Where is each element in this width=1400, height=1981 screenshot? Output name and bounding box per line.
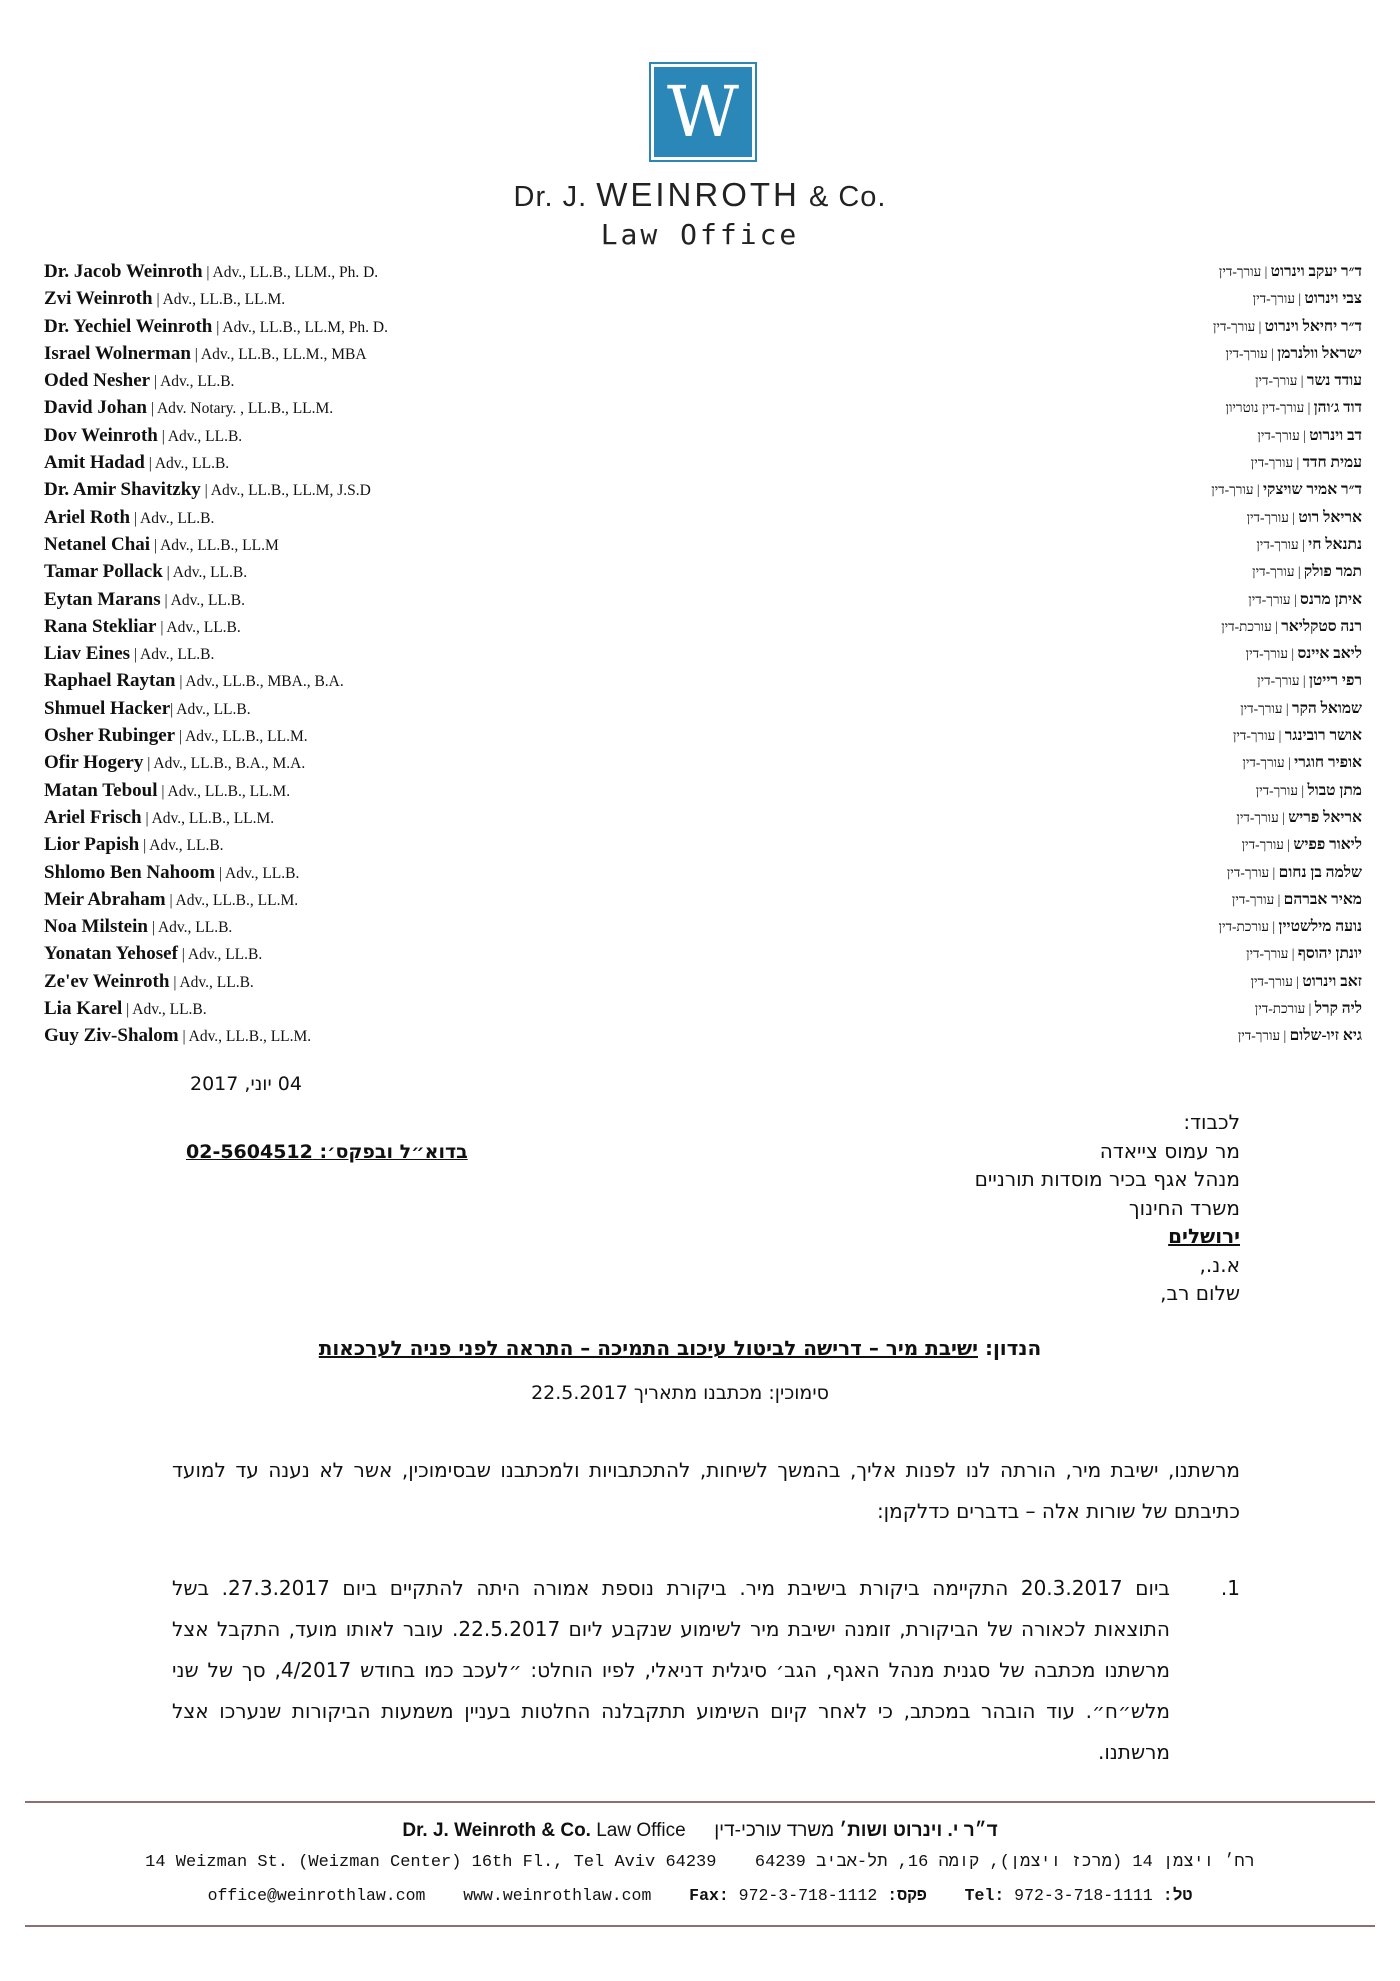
addressee-salutation: לכבוד:: [1183, 1110, 1240, 1134]
partner-he-row: [842, 558, 1362, 585]
partner-he-name: עמית חדד: [1302, 454, 1362, 472]
partner-en-name: Noa Milstein: [44, 916, 148, 938]
partner-he-title: | עורך-דין: [1241, 837, 1294, 853]
partner-en-name: Oded Nesher: [44, 370, 151, 392]
partner-he-name: רנה סטקליאר: [1281, 617, 1362, 635]
reference-line: סימוכין: מכתבנו מתאריך 22.5.2017: [531, 1382, 829, 1404]
partner-he-title: | עורכת-דין: [1221, 618, 1282, 634]
partner-he-name: מאיר אברהם: [1283, 890, 1362, 908]
partners-list-hebrew: [842, 258, 1362, 1050]
partner-en-name: Netanel Chai: [44, 533, 151, 555]
addressee-office: משרד החינוך: [1128, 1195, 1240, 1220]
partner-en-name: Raphael Raytan: [44, 670, 176, 692]
footer-tel-label-he: :טל: [1152, 1886, 1193, 1905]
partner-en-title: | Adv., LL.B.: [177, 946, 263, 964]
partner-he-title: | עורך-דין: [1237, 1028, 1290, 1044]
partner-en-row: [44, 586, 604, 613]
partner-he-title: | עורך-דין: [1218, 264, 1271, 279]
subject-label: הנדון:: [977, 1336, 1042, 1360]
footer-fax-label-he: :פקס: [877, 1886, 927, 1905]
partner-en-title: | Adv., LL.B.: [215, 864, 300, 882]
partner-he-name: ישראל וולנרמן: [1277, 344, 1362, 362]
partner-he-name: ליאב איינס: [1297, 645, 1362, 663]
partner-he-title: | עורך-דין נוטריון: [1225, 400, 1314, 416]
partner-he-name: ליאור פפיש: [1293, 836, 1362, 854]
footer-name-he: ד״ר י. וינרוט ושות׳: [839, 1820, 998, 1841]
partners-list-english: [44, 258, 604, 1050]
subject-line: [200, 1336, 1160, 1360]
addressee-name: מר עמוס צייאדה: [1099, 1138, 1240, 1163]
footer-email[interactable]: office@weinrothlaw.com: [207, 1886, 426, 1905]
partner-he-name: אריאל פריש: [1288, 808, 1362, 826]
partner-he-name: דוד ג׳והן: [1313, 399, 1362, 417]
partner-en-name: Guy Ziv-Shalom: [44, 1025, 179, 1047]
partner-he-title: | עורך-דין: [1252, 564, 1304, 580]
partner-he-row: [842, 913, 1362, 940]
partner-he-title: | עורך-דין: [1250, 455, 1303, 471]
partner-en-row: [44, 504, 604, 531]
partner-en-title: | Adv., LL.B., LL.M, J.S.D: [200, 482, 371, 500]
partner-en-name: Ze'ev Weinroth: [44, 970, 170, 992]
partner-en-row: [44, 258, 604, 285]
partner-en-name: Liav Eines: [44, 643, 131, 665]
footer-contact-line: [0, 1886, 1400, 1905]
partner-en-title: | Adv., LL.B., LL.M.: [152, 291, 286, 309]
partner-he-row: [842, 394, 1362, 421]
partner-he-row: [842, 886, 1362, 913]
partner-he-row: [842, 859, 1362, 886]
partner-en-name: Dr. Yechiel Weinroth: [44, 315, 213, 337]
partner-en-title: | Adv., LL.B.: [139, 837, 224, 855]
partner-he-row: [842, 258, 1362, 285]
greeting-line-1: א.נ.,: [1199, 1252, 1240, 1277]
partner-en-name: Ariel Roth: [44, 506, 131, 528]
partner-en-row: [44, 394, 604, 421]
partner-he-title: | עורך-דין: [1257, 427, 1310, 443]
partner-en-title: | Adv., LL.B., LLM., Ph. D.: [202, 264, 379, 281]
partner-he-row: [842, 995, 1362, 1022]
partner-he-name: ד״ר אמיר שויצקי: [1262, 481, 1362, 499]
footer-name-en-suffix: Law Office: [590, 1820, 686, 1841]
partner-en-title: | Adv., LL.B.: [156, 618, 241, 636]
partner-en-title: | Adv., LL.B., LL.M.: [165, 891, 299, 909]
partner-he-title: | עורך-דין: [1226, 864, 1279, 880]
partner-en-row: [44, 285, 604, 312]
partner-en-name: Rana Stekliar: [44, 615, 157, 637]
partner-he-name: שמואל הקר: [1291, 699, 1362, 717]
partner-he-title: | עורך-דין: [1256, 536, 1309, 552]
partner-en-row: [44, 859, 604, 886]
firm-subtitle: Law Office: [600, 218, 800, 251]
partner-en-title: | Adv., LL.B., LL.M.: [141, 809, 275, 827]
partner-en-row: [44, 476, 604, 503]
partner-he-row: [842, 367, 1362, 394]
partner-he-name: אופיר חוגרי: [1294, 754, 1362, 772]
partner-en-title: | Adv., LL.B.: [150, 373, 235, 391]
partner-he-row: [842, 422, 1362, 449]
addressee-role: מנהל אגף בכיר מוסדות תורניים: [974, 1167, 1240, 1191]
partner-en-title: | Adv., LL.B., LL.M.: [157, 782, 291, 800]
partner-he-row: [842, 313, 1362, 340]
partner-he-name: רפי רייטן: [1308, 672, 1362, 690]
partner-he-name: עודד נשר: [1306, 372, 1362, 390]
partner-he-name: אושר רובינגר: [1284, 727, 1362, 745]
partner-en-name: Amit Hadad: [44, 452, 145, 474]
footer-address-line: [0, 1853, 1400, 1872]
partner-he-name: איתן מרנס: [1300, 590, 1362, 608]
partner-he-row: [842, 804, 1362, 831]
partner-en-title: | Adv., LL.B.: [147, 919, 233, 937]
partner-en-title: | Adv., LL.B.: [144, 455, 230, 473]
partner-en-title: | Adv., LL.B., LL.M., MBA: [190, 345, 367, 363]
partner-en-name: Shmuel Hacker: [44, 697, 171, 719]
partner-en-title: | Adv., LL.B.: [170, 700, 251, 718]
partner-he-name: ליה קרל: [1314, 1000, 1362, 1018]
footer-website[interactable]: www.weinrothlaw.com: [463, 1886, 652, 1905]
partner-he-name: נועה מילשטיין: [1278, 918, 1362, 936]
partner-en-name: Shlomo Ben Nahoom: [44, 861, 216, 883]
partner-he-name: צבי וינרוט: [1304, 290, 1362, 308]
partner-en-row: [44, 804, 604, 831]
partner-he-title: | עורך-דין: [1257, 673, 1309, 689]
partner-he-name: יונתן יהוסף: [1297, 945, 1362, 963]
partner-en-title: | Adv., LL.B., B.A., M.A.: [143, 755, 306, 773]
partner-he-name: גיא זיו-שלום: [1289, 1027, 1362, 1045]
partner-he-row: [842, 586, 1362, 613]
footer-divider-bottom: [25, 1925, 1375, 1927]
partner-en-row: [44, 531, 604, 558]
partner-en-row: [44, 749, 604, 776]
partner-he-title: | עורך-דין: [1255, 373, 1307, 389]
partner-he-title: | עורך-דין: [1240, 700, 1292, 716]
footer-name-en: Dr. J. Weinroth & Co.: [402, 1820, 591, 1841]
partner-he-row: [842, 640, 1362, 667]
partner-he-name: תמר פולק: [1303, 563, 1362, 581]
firm-suffix: & Co.: [808, 181, 887, 213]
addressee-block: [640, 1108, 1240, 1308]
partner-he-name: ד״ר יחיאל וינרוט: [1264, 317, 1362, 335]
partner-en-name: Matan Teboul: [44, 779, 158, 801]
partner-he-row: [842, 695, 1362, 722]
partner-he-row: [842, 667, 1362, 694]
footer-address-he: רח׳ ויצמן 14 (מרכז ויצמן), קומה 16, תל-אביב 64239: [754, 1853, 1255, 1872]
footer-name-he-suffix: משרד עורכי-דין: [714, 1820, 840, 1841]
partner-en-row: [44, 913, 604, 940]
partner-he-row: [842, 285, 1362, 312]
footer-tel-label: Tel:: [964, 1886, 1005, 1905]
partner-en-row: [44, 558, 604, 585]
partner-en-row: [44, 1022, 604, 1049]
partner-he-title: | עורך-דין: [1248, 591, 1301, 607]
partner-he-row: [842, 749, 1362, 776]
firm-prefix: Dr. J.: [513, 181, 588, 213]
partner-en-name: Tamar Pollack: [44, 561, 163, 583]
partner-he-title: | עורך-דין: [1225, 345, 1278, 361]
partner-he-title: | עורכת-דין: [1218, 919, 1279, 935]
partner-en-title: | Adv., LL.B.: [169, 973, 254, 991]
partner-en-name: Israel Wolnerman: [44, 342, 191, 364]
partner-he-name: דב וינרוט: [1309, 426, 1362, 444]
partner-he-name: נתנאל חי: [1308, 535, 1362, 553]
partner-he-name: זאב וינרוט: [1302, 972, 1362, 990]
partner-he-row: [842, 777, 1362, 804]
partner-en-row: [44, 613, 604, 640]
partner-en-row: [44, 313, 604, 340]
delivery-method: בדוא״ל ובפקס׳: 02-5604512: [186, 1141, 468, 1163]
partner-en-title: | Adv., LL.B., MBA., B.A.: [175, 673, 344, 691]
partner-en-name: Osher Rubinger: [44, 725, 176, 747]
partner-en-name: Yonatan Yehosef: [44, 943, 178, 965]
partner-en-name: Dr. Amir Shavitzky: [44, 479, 201, 501]
partner-en-name: Lior Papish: [44, 834, 140, 856]
partner-en-name: Ofir Hogery: [44, 752, 144, 774]
partner-en-row: [44, 640, 604, 667]
firm-main: WEINROTH: [596, 176, 800, 213]
footer-firm-line: [0, 1820, 1400, 1842]
partner-en-name: Ariel Frisch: [44, 806, 142, 828]
partner-he-title: | עורך-דין: [1232, 728, 1285, 744]
firm-name: [400, 176, 1000, 214]
partner-he-row: [842, 504, 1362, 531]
partner-en-row: [44, 831, 604, 858]
partner-he-title: | עורך-דין: [1252, 291, 1305, 307]
partner-en-title: | Adv., LL.B.: [162, 564, 248, 582]
partner-he-row: [842, 476, 1362, 503]
partner-en-title: | Adv., LL.B., LL.M.: [178, 1028, 312, 1046]
partner-en-title: | Adv., LL.B., LL.M: [150, 536, 279, 554]
footer-address-en: 14 Weizman St. (Weizman Center) 16th Fl., Tel Aviv 64239: [145, 1853, 717, 1872]
partner-he-title: | עורך-דין: [1242, 755, 1295, 771]
partner-he-row: [842, 340, 1362, 367]
partner-he-row: [842, 449, 1362, 476]
partner-en-name: Eytan Marans: [44, 588, 161, 610]
partner-he-row: [842, 968, 1362, 995]
partner-en-row: [44, 449, 604, 476]
partner-he-title: | עורכת-דין: [1254, 1001, 1315, 1017]
partner-en-title: | Adv. Notary. , LL.B., LL.M.: [146, 400, 334, 418]
partner-en-title: | Adv., LL.B., LL.M, Ph. D.: [212, 318, 388, 336]
partner-he-title: | עורך-דין: [1255, 782, 1308, 798]
partner-en-name: Dov Weinroth: [44, 424, 158, 446]
partner-en-row: [44, 422, 604, 449]
partner-he-row: [842, 531, 1362, 558]
partner-he-title: | עורך-דין: [1246, 509, 1299, 525]
partner-en-name: Meir Abraham: [44, 888, 166, 910]
partner-en-title: | Adv., LL.B.: [130, 509, 215, 527]
letter-date: 04 יוני, 2017: [190, 1073, 302, 1095]
partner-en-row: [44, 886, 604, 913]
partner-he-name: אריאל רוט: [1298, 508, 1362, 526]
footer-tel: 972-3-718-1111: [1004, 1886, 1153, 1905]
partner-en-row: [44, 367, 604, 394]
partner-he-title: | עורך-דין: [1245, 646, 1298, 662]
partner-en-name: Zvi Weinroth: [44, 288, 153, 310]
partner-en-name: Dr. Jacob Weinroth: [44, 261, 203, 282]
greeting-line-2: שלום רב,: [1160, 1281, 1240, 1305]
partner-he-name: שלמה בן נחום: [1278, 863, 1362, 881]
partner-en-title: | Adv., LL.B.: [130, 646, 215, 664]
partner-he-row: [842, 613, 1362, 640]
partner-en-row: [44, 995, 604, 1022]
partner-he-name: מתן טבול: [1307, 781, 1362, 799]
partner-he-row: [842, 940, 1362, 967]
footer-fax: 972-3-718-1112: [728, 1886, 878, 1905]
partner-en-title: | Adv., LL.B., LL.M.: [175, 728, 308, 746]
partner-he-name: ד״ר יעקב וינרוט: [1270, 263, 1362, 280]
partner-en-title: | Adv., LL.B.: [157, 427, 243, 445]
partner-he-title: | עורך-דין: [1246, 946, 1298, 962]
partner-en-title: | Adv., LL.B.: [160, 591, 245, 609]
partner-en-row: [44, 695, 604, 722]
partner-he-title: | עורך-דין: [1231, 891, 1284, 907]
footer-fax-label: Fax:: [689, 1886, 729, 1905]
partner-he-title: | עורך-דין: [1211, 482, 1263, 498]
partner-en-row: [44, 777, 604, 804]
partner-he-title: | עורך-דין: [1212, 318, 1265, 334]
intro-paragraph: מרשתנו, ישיבת מיר, הורתה לנו לפנות אליך, בהמשך לשיחות, להתכתבויות ולמכתבנו שבסימוכין, אשר לא נענה עד למועד כתיבתם של שורות אלה – בדברים כדלקמן:: [172, 1458, 1240, 1523]
firm-logo: W: [654, 67, 752, 157]
partner-en-title: | Adv., LL.B.: [122, 1001, 207, 1019]
partner-en-row: [44, 340, 604, 367]
addressee-city: ירושלים: [1168, 1224, 1240, 1248]
partner-he-title: | עורך-דין: [1236, 809, 1289, 825]
partner-he-row: [842, 831, 1362, 858]
partner-he-row: [842, 1022, 1362, 1049]
paragraph-text: ביום 20.3.2017 התקיימה ביקורת בישיבת מיר. ביקורת נוספת אמורה היתה להתקיים ביום 27.3.2017. בשל התוצאות לכאורה של הביקורת, זומנה ישיבת מיר לשימוע שנקבע ליום 22.5.2017. עובר לאותו מועד, התקבל אצל מרשתנו מכתבה של סגנית מנהל האגף, הגב׳ סיגלית דניאלי, לפיו הוחלט: ״לעכב כמו בחודש 4/2017, סך של שני מלש״ח״. עוד הובהר במכתב, כי לאחר קיום השימוע תתקבלנה החלטות בעניין משמעות הביקורות שנערכו אצל מרשתנו.: [172, 1576, 1170, 1764]
paragraph-1: [172, 1568, 1240, 1773]
footer-divider-top: [25, 1801, 1375, 1803]
partner-en-name: David Johan: [44, 397, 147, 419]
partner-en-row: [44, 667, 604, 694]
partner-he-row: [842, 722, 1362, 749]
partner-en-name: Lia Karel: [44, 998, 123, 1020]
partner-en-row: [44, 940, 604, 967]
partner-en-row: [44, 968, 604, 995]
partner-he-title: | עורך-דין: [1250, 973, 1303, 989]
subject-text: ישיבת מיר – דרישה לביטול עיכוב התמיכה – התראה לפני פניה לערכאות: [318, 1336, 978, 1360]
partner-en-row: [44, 722, 604, 749]
paragraph-number: 1.: [1220, 1576, 1240, 1600]
